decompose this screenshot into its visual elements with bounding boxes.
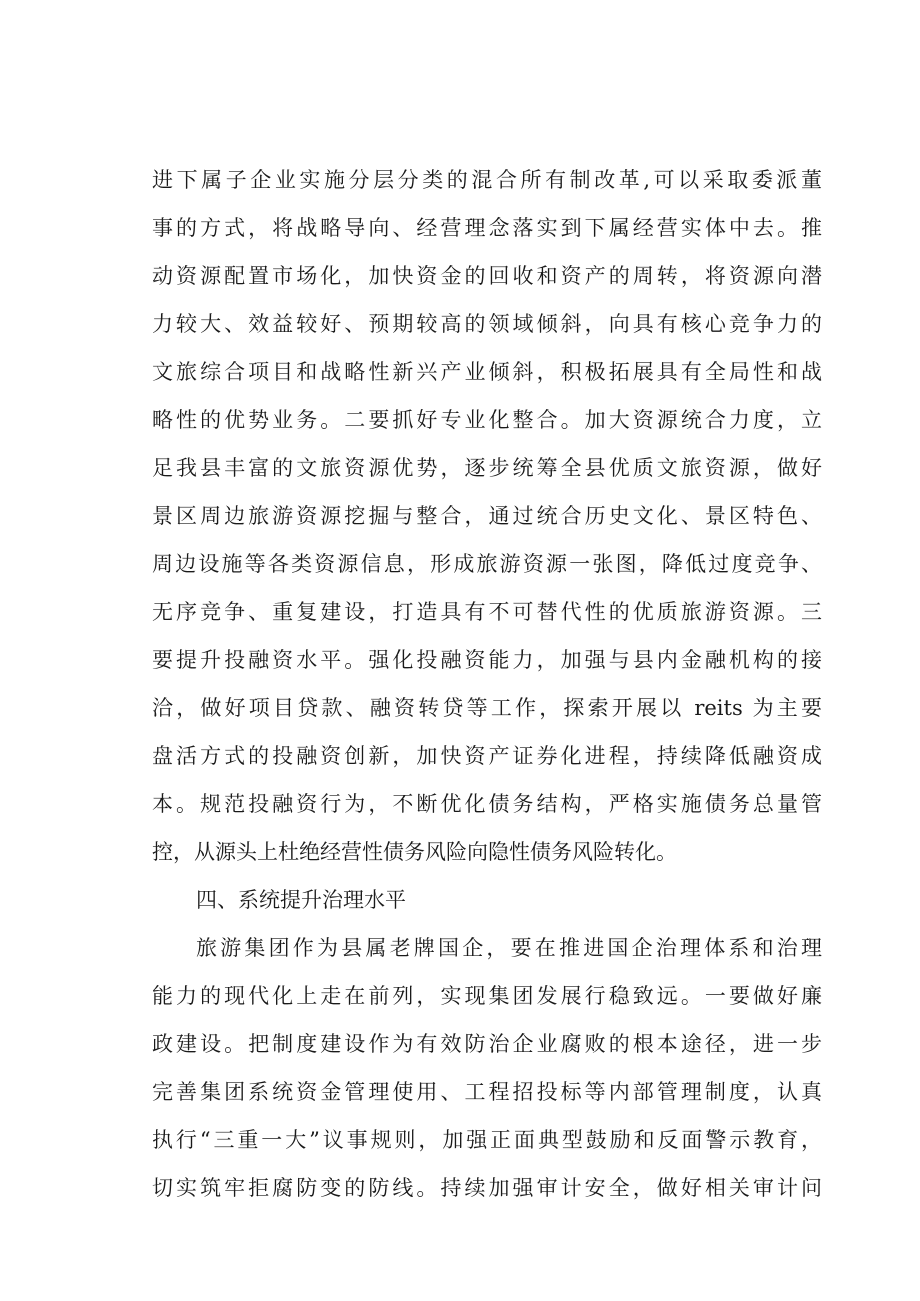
section-paragraph: [152, 924, 822, 1212]
text-line: 执行“三重一大”议事规则，加强正面典型鼓励和反面警示教育，: [152, 1128, 822, 1152]
text-line: 略性的优势业务。二要抓好专业化整合。加大资源统合力度，立: [152, 408, 822, 432]
text-line: 进下属子企业实施分层分类的混合所有制改革,可以采取委派董: [152, 168, 822, 192]
text-line: 旅游集团作为县属老牌国企，要在推进国企治理体系和治理: [196, 936, 822, 960]
text-line: 事的方式，将战略导向、经营理念落实到下属经营实体中去。推: [152, 216, 822, 240]
text-line: 无序竞争、重复建设，打造具有不可替代性的优质旅游资源。三: [152, 600, 822, 624]
text-line: 力较大、效益较好、预期较高的领域倾斜，向具有核心竞争力的: [152, 312, 822, 336]
text-line: 控，从源头上杜绝经营性债务风险向隐性债务风险转化。: [152, 840, 677, 864]
text-line: 足我县丰富的文旅资源优势，逐步统筹全县优质文旅资源，做好: [152, 456, 822, 480]
text-line: 政建设。把制度建设作为有效防治企业腐败的根本途径，进一步: [152, 1032, 822, 1056]
paragraph-continued: [152, 156, 822, 876]
text-line: 切实筑牢拒腐防变的防线。持续加强审计安全，做好相关审计问: [152, 1176, 822, 1200]
text-line: 动资源配置市场化，加快资金的回收和资产的周转，将资源向潜: [152, 264, 822, 288]
text-line: 洽，做好项目贷款、融资转贷等工作，探索开展以 reits 为主要: [152, 696, 822, 720]
section-heading: 四、系统提升治理水平: [196, 888, 406, 912]
text-line: 文旅综合项目和战略性新兴产业倾斜，积极拓展具有全局性和战: [152, 360, 822, 384]
text-line: 本。规范投融资行为，不断优化债务结构，严格实施债务总量管: [152, 792, 822, 816]
document-body: [152, 156, 822, 1212]
text-line: 周边设施等各类资源信息，形成旅游资源一张图，降低过度竞争、: [152, 552, 822, 576]
text-line: 能力的现代化上走在前列，实现集团发展行稳致远。一要做好廉: [152, 984, 822, 1008]
text-line: 要提升投融资水平。强化投融资能力，加强与县内金融机构的接: [152, 648, 822, 672]
text-line: 完善集团系统资金管理使用、工程招投标等内部管理制度，认真: [152, 1080, 822, 1104]
text-line: 盘活方式的投融资创新，加快资产证券化进程，持续降低融资成: [152, 744, 822, 768]
text-line: 景区周边旅游资源挖掘与整合，通过统合历史文化、景区特色、: [152, 504, 822, 528]
